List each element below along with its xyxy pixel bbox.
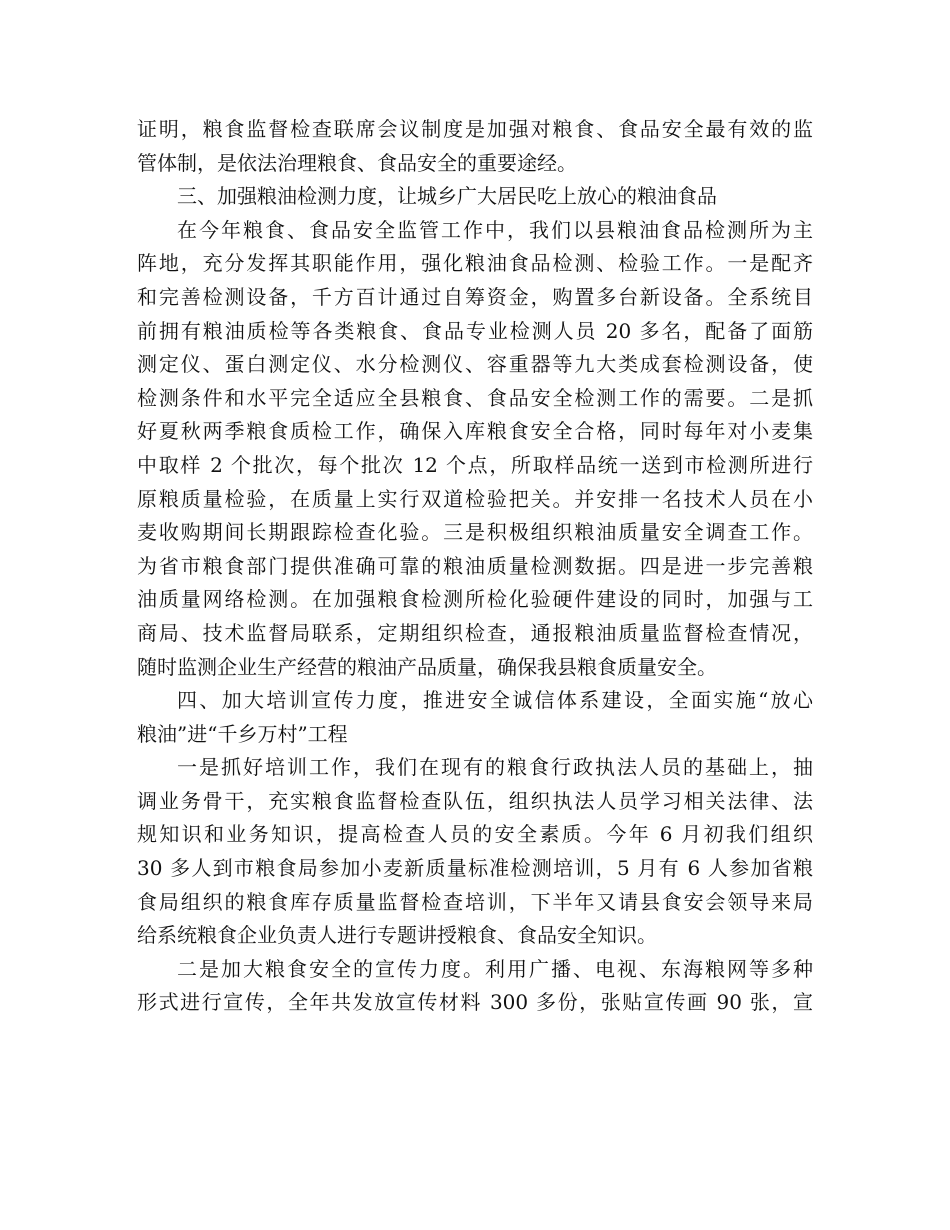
text-line-10: 好夏秋两季粮食质检工作，确保入库粮食安全合格，同时每年对小麦集 (137, 419, 813, 444)
text-line-4: 在今年粮食、食品安全监管工作中，我们以县粮油食品检测所为主 (177, 217, 813, 242)
text-line-5: 阵地，充分发挥其职能作用，强化粮油食品检测、检验工作。一是配齐 (137, 251, 813, 276)
text-line-12: 原粮质量检验，在质量上实行双道检验把关。并安排一名技术人员在小 (137, 486, 813, 511)
text-line-11: 中取样 2 个批次，每个批次 12 个点，所取样品统一送到市检测所进行 (137, 452, 813, 477)
text-line-22: 规知识和业务知识，提高检查人员的安全素质。今年 6 月初我们组织 (137, 822, 813, 847)
text-line-23: 30 多人到市粮食局参加小麦新质量标准检测培训，5 月有 6 人参加省粮 (137, 856, 813, 881)
section-heading-3: 三、加强粮油检测力度，让城乡广大居民吃上放心的粮油食品 (177, 184, 717, 209)
section-heading-4-cont: 粮油”进“千乡万村”工程 (137, 721, 348, 746)
text-line-21: 调业务骨干，充实粮食监督检查队伍，组织执法人员学习相关法律、法 (137, 788, 813, 813)
text-line-25: 给系统粮食企业负责人进行专题讲授粮食、食品安全知识。 (137, 923, 657, 948)
text-line-8: 测定仪、蛋白测定仪、水分检测仪、容重器等九大类成套检测设备，使 (137, 352, 813, 377)
text-line-17: 随时监测企业生产经营的粮油产品质量，确保我县粮食质量安全。 (137, 654, 717, 679)
text-line-27: 形式进行宣传，全年共发放宣传材料 300 多份，张贴宣传画 90 张，宣 (137, 990, 813, 1015)
text-line-7: 前拥有粮油质检等各类粮食、食品专业检测人员 20 多名，配备了面筋 (137, 318, 813, 343)
text-line-15: 油质量网络检测。在加强粮食检测所检化验硬件建设的同时，加强与工 (137, 587, 813, 612)
text-line-13: 麦收购期间长期跟踪检查化验。三是积极组织粮油质量安全调查工作。 (137, 520, 813, 545)
text-line-16: 商局、技术监督局联系，定期组织检查，通报粮油质量监督检查情况， (137, 620, 813, 645)
body-text (137, 113, 813, 1020)
text-line-24: 食局组织的粮食库存质量监督检查培训，下半年又请县食安会领导来局 (137, 889, 813, 914)
section-heading-4: 四、加大培训宣传力度，推进安全诚信体系建设，全面实施“放心 (177, 688, 813, 713)
text-line-2: 管体制，是依法治理粮食、食品安全的重要途经。 (137, 150, 577, 175)
text-line-6: 和完善检测设备，千方百计通过自筹资金，购置多台新设备。全系统目 (137, 284, 813, 309)
text-line-9: 检测条件和水平完全适应全县粮食、食品安全检测工作的需要。二是抓 (137, 385, 813, 410)
text-line-20: 一是抓好培训工作，我们在现有的粮食行政执法人员的基础上，抽 (177, 755, 813, 780)
text-line-1: 证明，粮食监督检查联席会议制度是加强对粮食、食品安全最有效的监 (137, 117, 813, 141)
text-line-14: 为省市粮食部门提供准确可靠的粮油质量检测数据。四是进一步完善粮 (137, 553, 813, 578)
text-line-26: 二是加大粮食安全的宣传力度。利用广播、电视、东海粮网等多种 (177, 956, 813, 981)
